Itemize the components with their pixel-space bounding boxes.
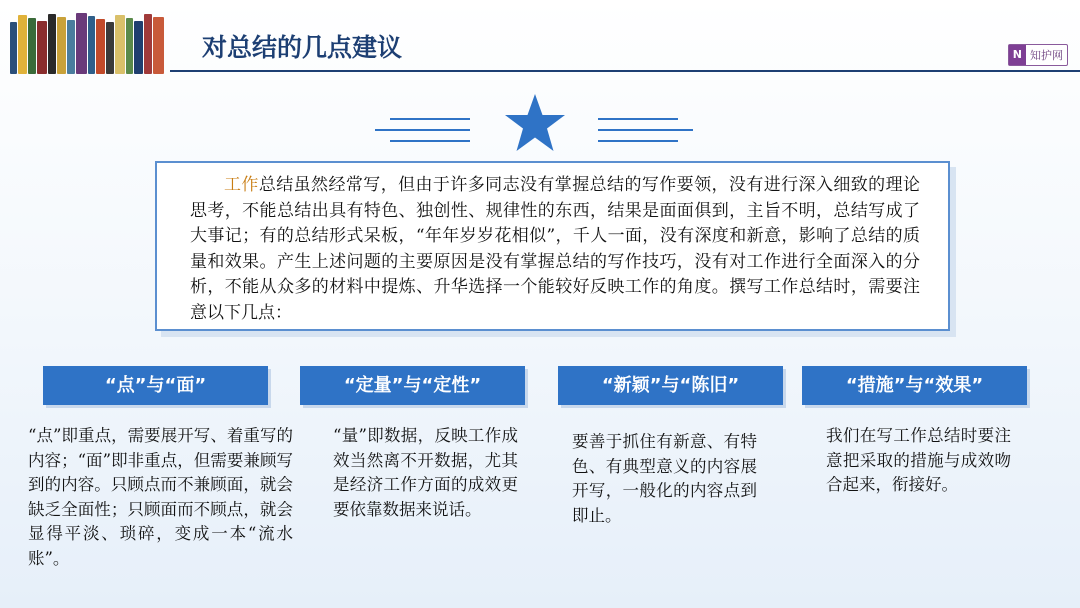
col-heading-quantity-quality: “定量”与“定性” — [300, 366, 525, 405]
intro-paragraph — [190, 173, 920, 326]
books-decoration — [10, 12, 165, 74]
logo-text: 知护网 — [1030, 49, 1063, 62]
book-spine — [37, 21, 47, 74]
book-spine — [96, 19, 105, 74]
intro-lead-word: 工作 — [224, 175, 259, 195]
brand-logo — [1008, 44, 1068, 66]
book-spine — [144, 14, 152, 74]
book-spine — [153, 17, 164, 74]
book-spine — [76, 13, 87, 74]
book-spine — [18, 15, 27, 74]
intro-body: 总结虽然经常写，但由于许多同志没有掌握总结的写作要领，没有进行深入细致的理论思考，不能总结出具有特色、独创性、规律性的东西，结果是面面俱到，主旨不明，总结写成了大事记；有的总结形式呆板，“年年岁岁花相似”，千人一面，没有深度和新意，影响了总结的质量和效果。产生上述问题的主要原因是没有掌握总结的写作技巧，没有对工作进行全面深入的分析，不能从众多的材料中提炼、升华选择一个能较好反映工作的角度。撰写工作总结时，需要注意以下几点： — [190, 175, 921, 323]
page-title: 对总结的几点建议 — [202, 33, 403, 62]
book-spine — [10, 22, 17, 74]
ornament-line — [390, 118, 470, 120]
ornament-line — [598, 129, 693, 131]
book-spine — [57, 17, 66, 74]
star-icon — [503, 92, 567, 154]
col-text-novel-old: 要善于抓住有新意、有特色、有典型意义的内容展开写，一般化的内容点到即止。 — [572, 432, 757, 525]
logo-mark: N — [1009, 45, 1026, 65]
col-heading-measures-effects: “措施”与“效果” — [802, 366, 1027, 405]
book-spine — [88, 16, 95, 74]
ornament-line — [598, 140, 678, 142]
ornament-line — [390, 140, 470, 142]
intro-box — [155, 161, 950, 331]
book-spine — [126, 18, 133, 74]
col-text-quantity-quality: “量”即数据，反映工作成效当然离不开数据，尤其是经济工作方面的成效更要依靠数据来说话。 — [333, 426, 518, 519]
col-heading-point-surface: “点”与“面” — [43, 366, 268, 405]
star-ornament — [370, 92, 700, 162]
col-heading-novel-old: “新颖”与“陈旧” — [558, 366, 783, 405]
ornament-line — [598, 118, 678, 120]
title-bar — [170, 10, 1080, 72]
book-spine — [134, 21, 143, 74]
col-text-measures-effects: 我们在写工作总结时要注意把采取的措施与成效吻合起来，衔接好。 — [826, 426, 1011, 494]
book-spine — [28, 18, 36, 74]
title-underline — [170, 70, 1080, 72]
book-spine — [106, 22, 114, 74]
ornament-line — [375, 129, 470, 131]
book-spine — [115, 15, 125, 74]
book-spine — [48, 14, 55, 74]
book-spine — [67, 20, 75, 74]
col-text-point-surface: “点”即重点，需要展开写、着重写的内容；“面”即非重点，但需要兼顾写到的内容。只顾点而不兼顾面，就会缺乏全面性；只顾面而不顾点，就会显得平淡、琐碎，变成一本“流水账”。 — [28, 426, 293, 568]
